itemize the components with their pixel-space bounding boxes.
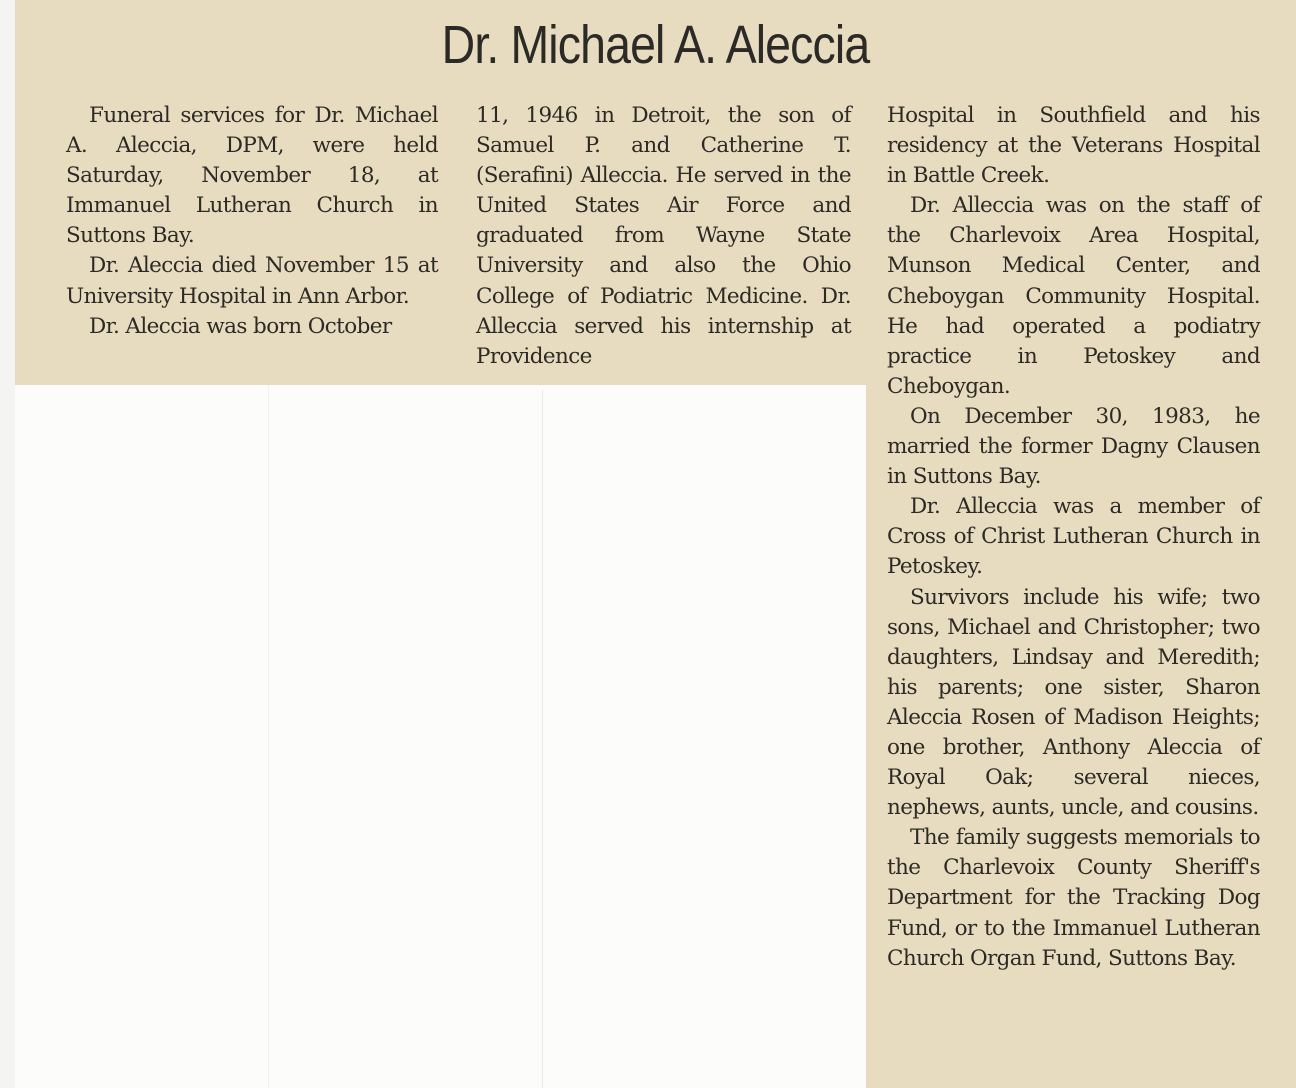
paragraph: Hospital in Southfield and his residency at the Veterans Hospital in Battle Creek. [887, 103, 1260, 189]
paragraph: 11, 1946 in Detroit, the son of Samuel P. and Catherine T. (Serafini) Alleccia. He served in the United States Air Force and graduated from Wayne State University and also the Ohio College of Podiatric Medicine. Dr. Alleccia served his internship at Providence [476, 103, 851, 369]
paragraph: On December 30, 1983, he married the former Dagny Clausen in Suttons Bay. [887, 403, 1260, 490]
article-column-2 [476, 101, 851, 372]
paper-seam [542, 390, 543, 1088]
blank-backing-paper [15, 385, 866, 1088]
paragraph: Dr. Aleccia died November 15 at University Hospital in Ann Arbor. [66, 253, 438, 309]
article-column-1 [66, 101, 438, 342]
paragraph: Dr. Alleccia was on the staff of the Charlevoix Area Hospital, Munson Medical Center, and Cheboygan Community Hospital. He had operated a podiatry practice in Petoskey and Cheboygan. [887, 193, 1260, 399]
paragraph: The family suggests memorials to the Charlevoix County Sheriff's Department for the Tracking Dog Fund, or to the Immanuel Lutheran Church Organ Fund, Suttons Bay. [887, 825, 1260, 971]
paragraph: Funeral services for Dr. Michael A. Aleccia, DPM, were held Saturday, November 18, at Immanuel Lutheran Church in Suttons Bay. [66, 103, 438, 249]
paragraph: Dr. Aleccia was born October [89, 313, 392, 339]
scan-margin [0, 0, 15, 1088]
paragraph: Survivors include his wife; two sons, Michael and Christopher; two daughters, Lindsay and Meredith; his parents; one sister, Sharon Aleccia Rosen of Madison Heights; one brother, Anthony Aleccia of Royal Oak; several nieces, nephews, aunts, uncle, and cousins. [887, 584, 1260, 821]
paper-seam [268, 385, 269, 1088]
article-column-3 [887, 101, 1260, 974]
paragraph: Dr. Alleccia was a member of Cross of Christ Lutheran Church in Petoskey. [887, 494, 1260, 580]
obituary-headline: Dr. Michael A. Aleccia [441, 15, 870, 75]
